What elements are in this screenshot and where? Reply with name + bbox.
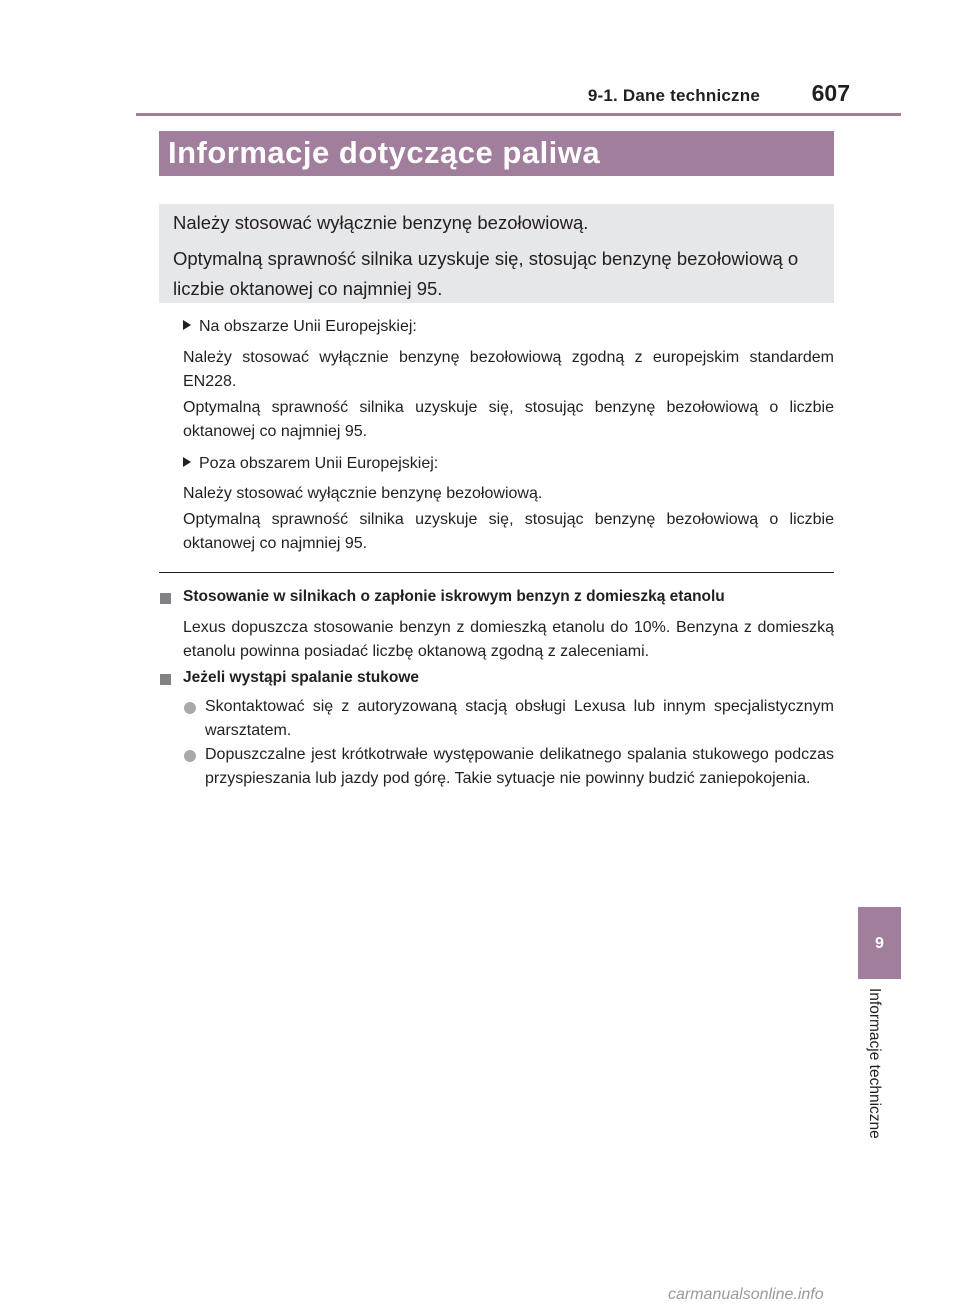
chapter-label-text: Informacje techniczne — [866, 988, 883, 1139]
non-eu-paragraph-2: Optymalną sprawność silnika uzyskuje się, stosując benzynę bezołowiową o liczbie oktanowej co najmniej 95. — [183, 511, 834, 552]
ethanol-text: Lexus dopuszcza stosowanie benzyn z domieszką etanolu do 10%. Benzyna z domieszką etanolu powinna posiadać liczbę oktanową zgodną z zaleceniami. — [183, 619, 834, 660]
eu-paragraph-1: Należy stosować wyłącznie benzynę bezołowiową zgodną z europejskim standardem EN228. — [183, 349, 834, 390]
section-header: 9-1. Dane techniczne — [587, 86, 760, 105]
circle-bullet-icon — [184, 750, 196, 762]
chapter-label — [863, 988, 885, 1168]
summary-line-1: Należy stosować wyłącznie benzynę bezołowiową. — [173, 212, 589, 233]
chapter-number: 9 — [875, 935, 884, 952]
non-eu-lead — [183, 455, 438, 473]
eu-paragraph-2: Optymalną sprawność silnika uzyskuje się, stosując benzynę bezołowiową o liczbie oktanowej co najmniej 95. — [183, 399, 834, 440]
eu-lead-text: Na obszarze Unii Europejskiej: — [199, 318, 417, 335]
page-title: Informacje dotyczące paliwa — [168, 135, 601, 170]
watermark: carmanualsonline.info — [668, 1286, 824, 1303]
knock-bullet-1: Skontaktować się z autoryzowaną stacją obsługi Lexusa lub innym specjalistycznym warsztatem. — [205, 698, 834, 739]
eu-lead — [183, 318, 417, 336]
header-rule — [136, 113, 901, 116]
knock-bullet-2: Dopuszczalne jest krótkotrwałe występowanie delikatnego spalania stukowego podczas przyspieszania lub jazdy pod górę. Takie sytuacje nie powinny budzić zaniepokojenia. — [205, 746, 834, 787]
knock-heading: Jeżeli wystąpi spalanie stukowe — [183, 669, 420, 686]
triangle-bullet-icon — [183, 457, 191, 467]
non-eu-paragraph-1: Należy stosować wyłącznie benzynę bezołowiową. — [183, 485, 543, 502]
summary-line-2: Optymalną sprawność silnika uzyskuje się, stosując benzynę bezołowiową o liczbie oktanowej co najmniej 95. — [173, 248, 799, 299]
circle-bullet-icon — [184, 702, 196, 714]
page-number: 607 — [811, 80, 850, 106]
section-divider — [159, 572, 834, 573]
square-bullet-icon — [160, 674, 171, 685]
ethanol-heading: Stosowanie w silnikach o zapłonie iskrowym benzyn z domieszką etanolu — [183, 588, 725, 605]
square-bullet-icon — [160, 593, 171, 604]
triangle-bullet-icon — [183, 320, 191, 330]
non-eu-lead-text: Poza obszarem Unii Europejskiej: — [199, 455, 439, 472]
